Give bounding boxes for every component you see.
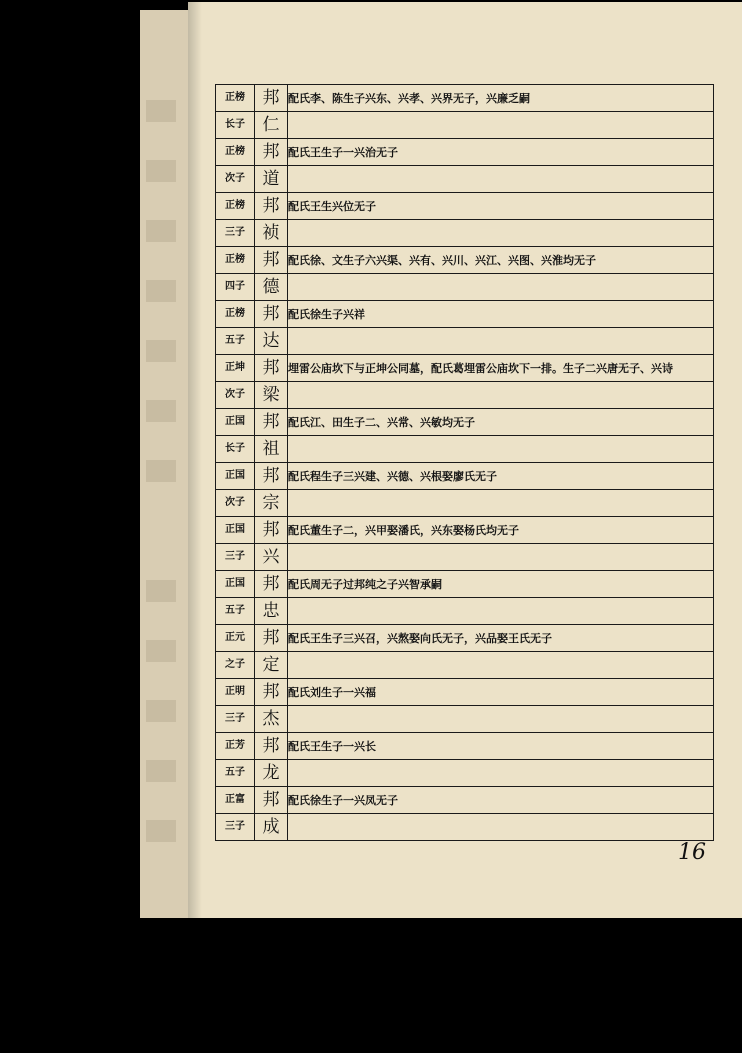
given-name-char-2: 德 (255, 274, 288, 301)
record-row-lower (216, 490, 714, 517)
record-row-lower (216, 760, 714, 787)
given-name-char-2: 忠 (255, 598, 288, 625)
spouse-children-note: 配氏王生兴位无子 (288, 193, 714, 220)
spouse-children-note: 配氏董生子二，兴甲娶潘氏，兴东娶杨氏均无子 (288, 517, 714, 544)
father-name-cell: 正国 (216, 571, 255, 598)
birth-order-cell: 五子 (216, 328, 255, 355)
father-name-cell: 正榜 (216, 139, 255, 166)
spouse-children-note: 配氏徐、文生子六兴渠、兴有、兴川、兴江、兴图、兴淮均无子 (288, 247, 714, 274)
given-name-char-2: 龙 (255, 760, 288, 787)
given-name-char-2: 道 (255, 166, 288, 193)
spouse-children-note: 配氏刘生子一兴福 (288, 679, 714, 706)
record-row (216, 571, 714, 598)
given-name-char-1: 邦 (255, 571, 288, 598)
given-name-char-1: 邦 (255, 409, 288, 436)
birth-order-cell: 长子 (216, 436, 255, 463)
blank-cell (288, 328, 714, 355)
record-row (216, 247, 714, 274)
given-name-char-1: 邦 (255, 625, 288, 652)
given-name-char-1: 邦 (255, 733, 288, 760)
record-row (216, 625, 714, 652)
record-row-lower (216, 382, 714, 409)
blank-cell (288, 274, 714, 301)
record-row-lower (216, 544, 714, 571)
birth-order-cell: 次子 (216, 166, 255, 193)
given-name-char-1: 邦 (255, 355, 288, 382)
blank-cell (288, 814, 714, 841)
record-row (216, 139, 714, 166)
blank-cell (288, 166, 714, 193)
given-name-char-1: 邦 (255, 679, 288, 706)
genealogy-table (215, 84, 714, 841)
father-name-cell: 正榜 (216, 193, 255, 220)
record-row (216, 355, 714, 382)
given-name-char-1: 邦 (255, 463, 288, 490)
record-row (216, 463, 714, 490)
spouse-children-note: 配氏程生子三兴建、兴德、兴根娶廖氏无子 (288, 463, 714, 490)
father-name-cell: 正明 (216, 679, 255, 706)
record-row-lower (216, 706, 714, 733)
given-name-char-1: 邦 (255, 517, 288, 544)
record-row-lower (216, 436, 714, 463)
father-name-cell: 正富 (216, 787, 255, 814)
facing-page-edge (140, 10, 190, 918)
given-name-char-2: 祖 (255, 436, 288, 463)
birth-order-cell: 三子 (216, 220, 255, 247)
birth-order-cell: 之子 (216, 652, 255, 679)
given-name-char-1: 邦 (255, 301, 288, 328)
blank-cell (288, 544, 714, 571)
record-row-lower (216, 166, 714, 193)
birth-order-cell: 三子 (216, 706, 255, 733)
record-row (216, 301, 714, 328)
blank-cell (288, 490, 714, 517)
birth-order-cell: 四子 (216, 274, 255, 301)
father-name-cell: 正榜 (216, 301, 255, 328)
birth-order-cell: 次子 (216, 490, 255, 517)
blank-cell (288, 598, 714, 625)
father-name-cell: 正芳 (216, 733, 255, 760)
record-row (216, 517, 714, 544)
given-name-char-2: 成 (255, 814, 288, 841)
blank-cell (288, 220, 714, 247)
spouse-children-note: 配氏徐生子一兴凤无子 (288, 787, 714, 814)
blank-cell (288, 706, 714, 733)
given-name-char-2: 兴 (255, 544, 288, 571)
record-row (216, 85, 714, 112)
page-number: 16 (678, 840, 706, 865)
given-name-char-2: 定 (255, 652, 288, 679)
record-row (216, 787, 714, 814)
record-row-lower (216, 652, 714, 679)
given-name-char-1: 邦 (255, 85, 288, 112)
blank-cell (288, 112, 714, 139)
father-name-cell: 正国 (216, 463, 255, 490)
birth-order-cell: 次子 (216, 382, 255, 409)
birth-order-cell: 五子 (216, 760, 255, 787)
given-name-char-1: 邦 (255, 139, 288, 166)
blank-cell (288, 382, 714, 409)
birth-order-cell: 长子 (216, 112, 255, 139)
spouse-children-note: 配氏徐生子兴祥 (288, 301, 714, 328)
record-row (216, 679, 714, 706)
father-name-cell: 正国 (216, 517, 255, 544)
record-row-lower (216, 112, 714, 139)
given-name-char-2: 宗 (255, 490, 288, 517)
record-row-lower (216, 814, 714, 841)
record-row-lower (216, 598, 714, 625)
given-name-char-1: 邦 (255, 247, 288, 274)
father-name-cell: 正榜 (216, 247, 255, 274)
birth-order-cell: 三子 (216, 544, 255, 571)
spouse-children-note: 埋雷公庙坎下与正坤公同墓，配氏葛埋雷公庙坎下一排。生子二兴唐无子、兴诗 (288, 355, 714, 382)
given-name-char-2: 祯 (255, 220, 288, 247)
given-name-char-2: 仁 (255, 112, 288, 139)
blank-cell (288, 760, 714, 787)
spouse-children-note: 配氏王生子一兴长 (288, 733, 714, 760)
given-name-char-1: 邦 (255, 193, 288, 220)
birth-order-cell: 三子 (216, 814, 255, 841)
given-name-char-2: 杰 (255, 706, 288, 733)
record-row (216, 733, 714, 760)
spouse-children-note: 配氏李、陈生子兴东、兴孝、兴界无子，兴廉乏嗣 (288, 85, 714, 112)
father-name-cell: 正榜 (216, 85, 255, 112)
father-name-cell: 正坤 (216, 355, 255, 382)
blank-cell (288, 652, 714, 679)
spouse-children-note: 配氏王生子一兴治无子 (288, 139, 714, 166)
spouse-children-note: 配氏周无子过邦纯之子兴智承嗣 (288, 571, 714, 598)
record-row-lower (216, 220, 714, 247)
spouse-children-note: 配氏王生子三兴召，兴熬娶向氏无子，兴品娶王氏无子 (288, 625, 714, 652)
record-row-lower (216, 328, 714, 355)
record-row (216, 409, 714, 436)
birth-order-cell: 五子 (216, 598, 255, 625)
given-name-char-1: 邦 (255, 787, 288, 814)
spouse-children-note: 配氏江、田生子二、兴常、兴敏均无子 (288, 409, 714, 436)
blank-cell (288, 436, 714, 463)
document-page (188, 2, 742, 918)
given-name-char-2: 达 (255, 328, 288, 355)
given-name-char-2: 梁 (255, 382, 288, 409)
father-name-cell: 正元 (216, 625, 255, 652)
record-row (216, 193, 714, 220)
record-row-lower (216, 274, 714, 301)
father-name-cell: 正国 (216, 409, 255, 436)
